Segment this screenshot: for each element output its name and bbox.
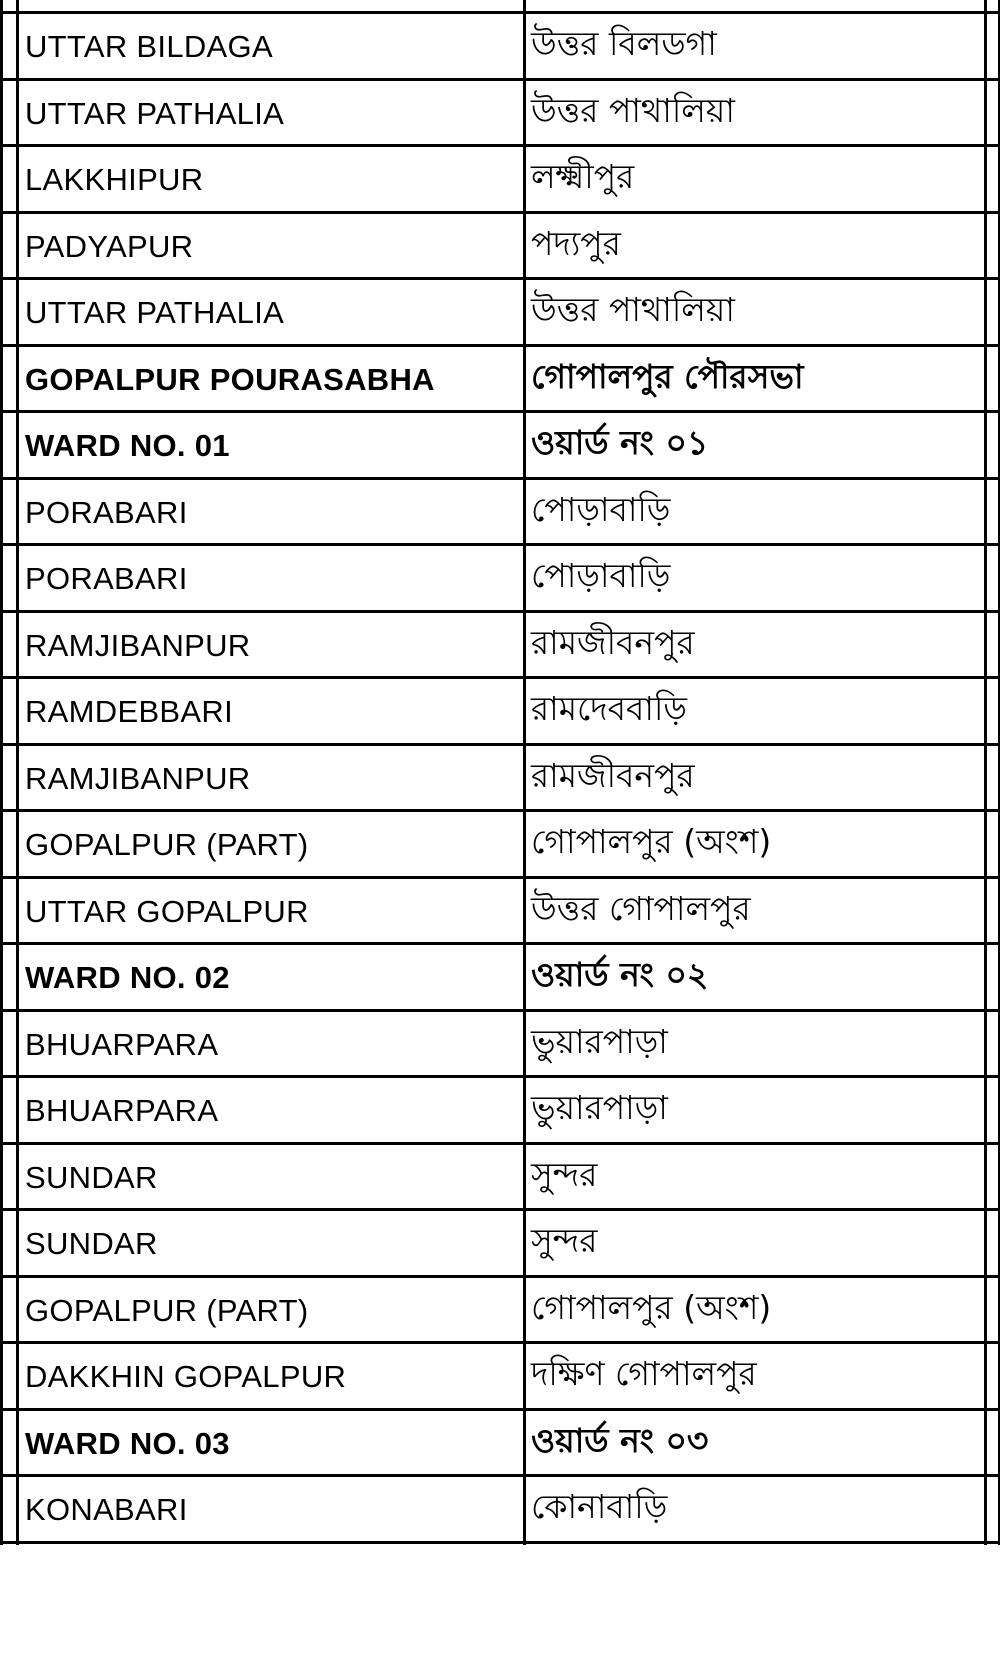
- english-name-cell: UTTAR BILDAGA: [25, 29, 273, 64]
- bengali-name-cell: গোপালপুর (অংশ): [531, 1287, 772, 1327]
- table-row: [0, 812, 1000, 879]
- bengali-name-cell: পোড়াবাড়ি: [531, 556, 671, 595]
- bengali-name-cell: রামজীবনপুর: [531, 755, 695, 795]
- table-row: [0, 14, 1000, 81]
- table-row: [0, 1211, 1000, 1278]
- table-row: [0, 1078, 1000, 1145]
- table-column-divider: [523, 0, 526, 1545]
- bengali-name-cell: ওয়ার্ড নং ০৩: [531, 1420, 709, 1460]
- english-name-cell: KONABARI: [25, 1492, 188, 1527]
- bengali-name-cell: পোড়াবাড়ি: [531, 489, 671, 529]
- table-row: [0, 1145, 1000, 1212]
- bengali-name-cell: উত্তর পাথালিয়া: [531, 290, 735, 329]
- bengali-name-cell: দক্ষিণ গোপালপুর: [531, 1354, 757, 1393]
- bengali-name-cell: ওয়ার্ড নং ০১: [531, 423, 709, 462]
- english-name-cell: GOPALPUR (PART): [25, 1292, 309, 1328]
- bengali-name-cell: উত্তর গোপালপুর: [531, 888, 751, 928]
- bengali-name-cell: সুন্দর: [531, 1154, 598, 1194]
- english-name-cell: SUNDAR: [25, 1159, 158, 1195]
- english-name-cell: WARD NO. 01: [25, 428, 230, 463]
- bengali-name-cell: সুন্দর: [531, 1221, 598, 1260]
- english-name-cell: RAMJIBANPUR: [25, 627, 251, 663]
- bengali-name-cell: লক্ষ্মীপুর: [531, 157, 635, 196]
- table-row: [0, 1278, 1000, 1345]
- english-name-cell: BHUARPARA: [25, 1093, 219, 1128]
- table-section-header-row: [0, 347, 1000, 414]
- english-name-cell: RAMDEBBARI: [25, 694, 233, 729]
- table-section-header-row: [0, 945, 1000, 1012]
- table-row: [0, 613, 1000, 680]
- table-row: [0, 147, 1000, 214]
- bengali-name-cell: পদ্যপুর: [531, 223, 621, 263]
- bengali-name-cell: ওয়ার্ড নং ০২: [531, 955, 709, 994]
- bengali-name-cell: গোপালপুর পৌরসভা: [531, 356, 804, 396]
- bengali-name-cell: ভুয়ারপাড়া: [531, 1021, 668, 1061]
- table-row: [0, 1344, 1000, 1411]
- table-left-outer-border: [0, 0, 3, 1545]
- table-section-header-row: [0, 1411, 1000, 1478]
- table-row: [0, 81, 1000, 148]
- english-name-cell: DAKKHIN GOPALPUR: [25, 1359, 347, 1394]
- bengali-name-cell: ভুয়ারপাড়া: [531, 1088, 668, 1127]
- english-name-cell: BHUARPARA: [25, 1026, 219, 1062]
- table-row: [0, 1012, 1000, 1079]
- english-name-cell: UTTAR GOPALPUR: [25, 893, 309, 929]
- english-name-cell: WARD NO. 03: [25, 1425, 230, 1461]
- bengali-name-cell: উত্তর পাথালিয়া: [531, 90, 735, 130]
- english-name-cell: PORABARI: [25, 494, 188, 530]
- table-row: [0, 746, 1000, 813]
- bengali-name-cell: কোনাবাড়ি: [531, 1487, 668, 1526]
- english-name-cell: UTTAR PATHALIA: [25, 295, 285, 330]
- english-name-cell: UTTAR PATHALIA: [25, 95, 285, 131]
- table-row: [0, 280, 1000, 347]
- bengali-name-cell: রামদেববাড়ি: [531, 689, 687, 728]
- english-name-cell: RAMJIBANPUR: [25, 760, 251, 796]
- table-row: [0, 1477, 1000, 1544]
- english-name-cell: SUNDAR: [25, 1226, 158, 1261]
- english-name-cell: LAKKHIPUR: [25, 162, 204, 197]
- english-name-cell: GOPALPUR POURASABHA: [25, 361, 435, 397]
- bengali-name-cell: গোপালপুর (অংশ): [531, 822, 772, 861]
- table-row: [0, 214, 1000, 281]
- table-row: [0, 480, 1000, 547]
- table-row: [0, 546, 1000, 613]
- english-name-cell: WARD NO. 02: [25, 960, 230, 995]
- table-right-inner-border: [984, 0, 987, 1545]
- english-name-cell: PADYAPUR: [25, 228, 194, 264]
- bengali-name-cell: উত্তর বিলডগা: [531, 24, 717, 63]
- english-name-cell: GOPALPUR (PART): [25, 827, 309, 862]
- english-name-cell: PORABARI: [25, 561, 188, 596]
- table-left-inner-border: [16, 0, 19, 1545]
- table-row: [0, 679, 1000, 746]
- table-section-header-row: [0, 413, 1000, 480]
- bengali-name-cell: রামজীবনপুর: [531, 622, 695, 662]
- table-row: [0, 879, 1000, 946]
